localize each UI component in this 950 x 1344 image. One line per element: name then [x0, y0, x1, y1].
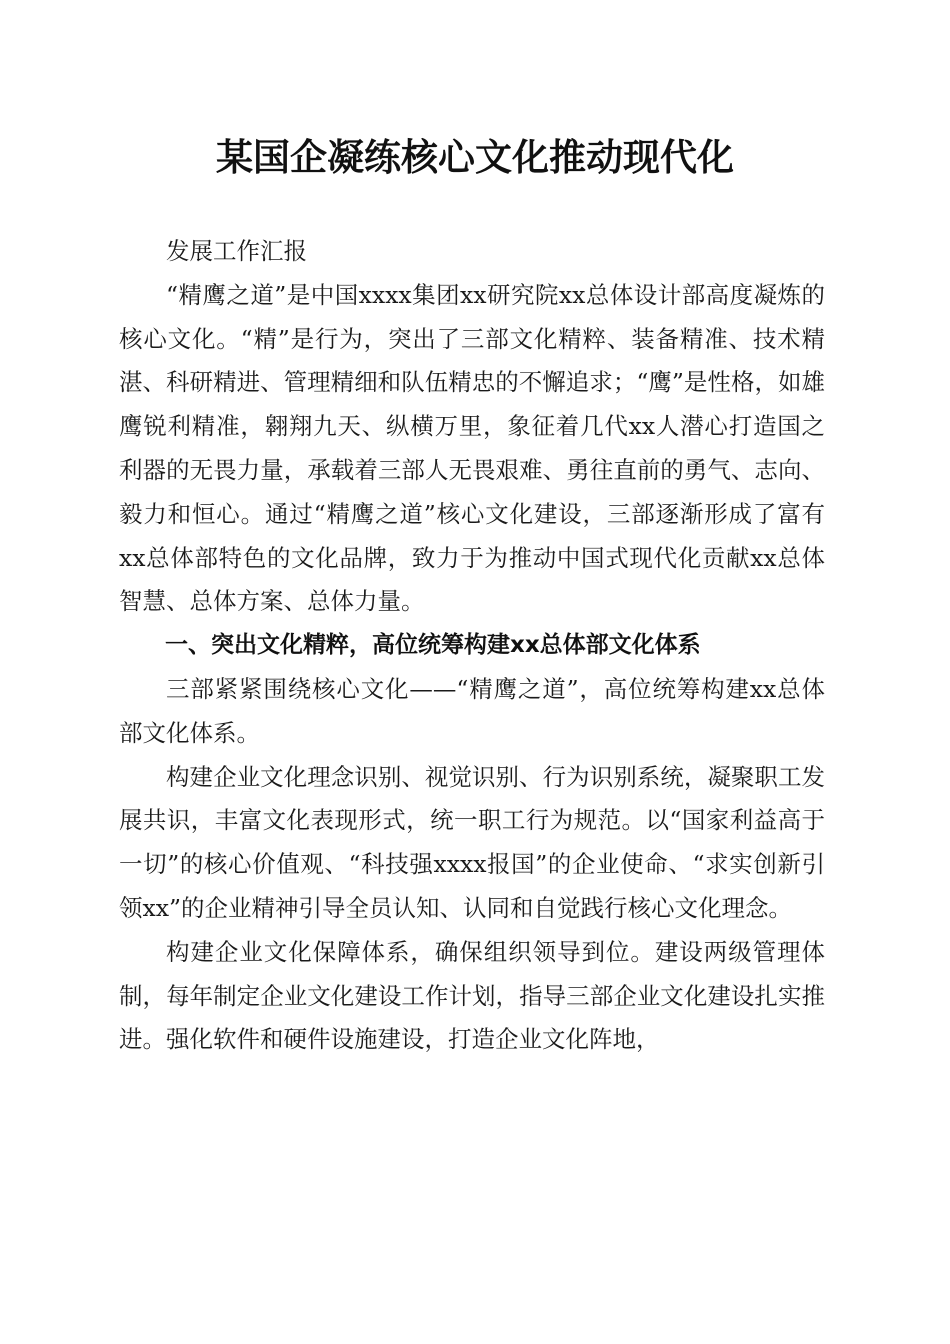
intro-paragraph: “精鹰之道”是中国xxxx集团xx研究院xx总体设计部高度凝炼的核心文化。“精”是行为，突出了三部文化精粹、装备精准、技术精湛、科研精进、管理精细和队伍精忠的不懈追求；“鹰”是性格，如雄鹰锐利精准，翱翔九天、纵横万里，象征着几代xx人潜心打造国之利器的无畏力量，承载着三部人无畏艰难、勇往直前的勇气、志向、毅力和恒心。通过“精鹰之道”核心文化建设，三部逐渐形成了富有xx总体部特色的文化品牌，致力于为推动中国式现代化贡献xx总体智慧、总体方案、总体力量。	[119, 280, 825, 616]
document-subtitle: 发展工作汇报	[166, 237, 307, 265]
section-paragraph: 三部紧紧围绕核心文化——“精鹰之道”，高位统筹构建xx总体部文化体系。	[119, 674, 825, 747]
section-paragraph: 构建企业文化理念识别、视觉识别、行为识别系统，凝聚职工发展共识，丰富文化表现形式，统一职工行为规范。以“国家利益高于一切”的核心价值观、“科技强xxxx报国”的企业使命、“求实创新引领xx”的企业精神引导全员认知、认同和自觉践行核心文化理念。	[119, 762, 825, 922]
section-heading: 一、突出文化精粹，高位统筹构建xx总体部文化体系	[165, 632, 701, 659]
document-title: 某国企凝练核心文化推动现代化	[216, 135, 734, 179]
section-paragraph: 构建企业文化保障体系，确保组织领导到位。建设两级管理体制，每年制定企业文化建设工作计划，指导三部企业文化建设扎实推进。强化软件和硬件设施建设，打造企业文化阵地，	[119, 937, 825, 1054]
document-body	[119, 230, 825, 1062]
